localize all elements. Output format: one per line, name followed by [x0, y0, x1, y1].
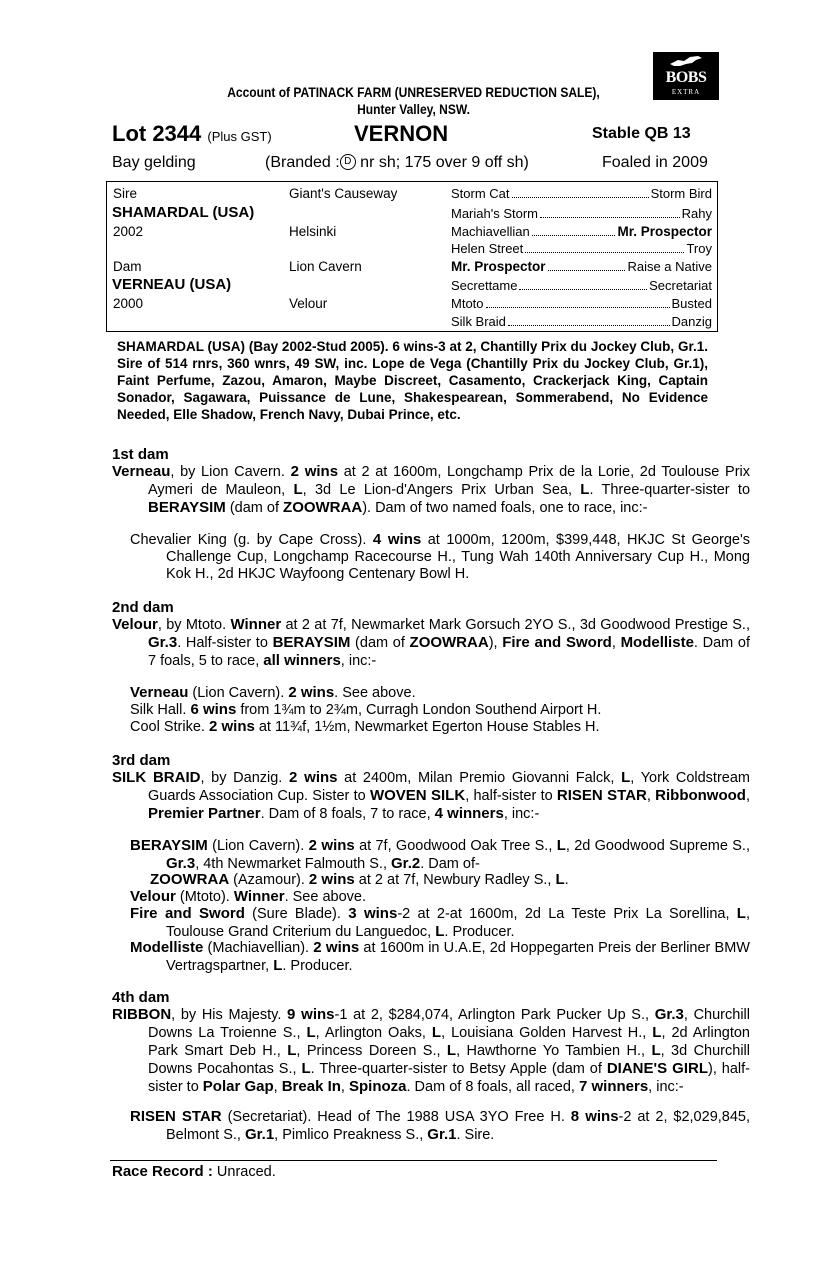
ancestor-row: Secrettame Secretariat — [451, 278, 712, 293]
third-dam-heading: 3rd dam — [112, 752, 171, 769]
second-dam-heading: 2nd dam — [112, 599, 174, 616]
second-dam-foal: Cool Strike. 2 wins at 11¾f, 1½m, Newmarket Egerton House Stables H. — [130, 718, 600, 735]
third-dam-foal: Velour (Mtoto). Winner. See above. — [130, 888, 366, 905]
third-dam-foal: Modelliste (Machiavellian). 2 wins at 1600m in U.A.E, 2d Hoppegarten Preis der Berliner BMW Vertragspartner, L. Producer. — [130, 939, 750, 974]
stable: Stable QB 13 — [592, 125, 691, 142]
third-dam-foal: Fire and Sword (Sure Blade). 3 wins-2 at 2-at 1600m, 2d La Teste Prix La Sorellina, L, Toulouse Grand Criterium du Languedoc, L. Producer. — [130, 905, 750, 940]
sire-dam: Helsinki — [289, 224, 337, 239]
sire-label: Sire — [113, 186, 138, 201]
third-dam-entry: SILK BRAID, by Danzig. 2 wins at 2400m, Milan Premio Giovanni Falck, L, York Coldstream Guards Association Cup. Sister to WOVEN SILK, half-sister to RISEN STAR, Ribbonwood, Premier Partner. Dam of 8 foals, 7 to race, 4 winners, inc:- — [112, 769, 751, 822]
second-dam-foal: Verneau (Lion Cavern). 2 wins. See above. — [130, 684, 416, 701]
sire-sire: Giant's Causeway — [289, 186, 398, 201]
ancestor-row: Silk Braid Danzig — [451, 314, 712, 329]
logo-text: BOBS — [665, 69, 707, 86]
horse-description: Bay gelding — [112, 154, 196, 171]
ancestor-row: Mariah's Storm Rahy — [451, 206, 712, 221]
fourth-dam-heading: 4th dam — [112, 989, 170, 1006]
ancestor-row: Storm Cat Storm Bird — [451, 186, 712, 201]
race-record: Race Record : Unraced. — [112, 1163, 276, 1180]
first-dam-entry: Verneau, by Lion Cavern. 2 wins at 2 at 1600m, Longchamp Prix de la Lorie, 2d Toulouse Prix Aymeri de Mauleon, L, 3d Le Lion-d'Angers Prix Urban Sea, L. Three-quarter-sister to BERAYSIM (dam of ZOOWRAA). Dam of two named foals, one to race, inc:- — [112, 463, 751, 516]
lot-number: Lot 2344 (Plus GST) — [112, 121, 272, 146]
divider — [110, 1160, 717, 1161]
fourth-dam-foal: RISEN STAR (Secretariat). Head of The 1988 USA 3YO Free H. 8 wins-2 at 2, $2,029,845, Belmont S., Gr.1, Pimlico Preakness S., Gr.1. Sire. — [130, 1108, 751, 1143]
first-dam-foal: Chevalier King (g. by Cape Cross). 4 wins at 1000m, 1200m, $399,448, HKJC St George's Challenge Cup, Longchamp Racecourse H., Tung Wah 140th Anniversary Cup H., Mong Kok H., 2d HKJC Wayfoong Centenary Bowl H. — [130, 531, 750, 582]
third-dam-grandfoal: ZOOWRAA (Azamour). 2 wins at 2 at 7f, Newbury Radley S., L. — [150, 871, 569, 888]
sire-name: SHAMARDAL (USA) — [112, 204, 255, 221]
dam-label: Dam — [113, 259, 142, 274]
logo-subtext: EXTRA — [671, 88, 701, 96]
fourth-dam-entry: RIBBON, by His Majesty. 9 wins-1 at 2, $284,074, Arlington Park Pucker Up S., Gr.3, Churchill Downs La Troienne S., L, Arlington Oaks, L, Louisiana Golden Harvest H., L, 2d Arlington Park Smart Deb H., L, Princess Doreen S., L, Hawthorne Yo Tambien H., L, 3d Churchill Downs Pocahontas S., L. Three-quarter-sister to Betsy Apple (dam of DIANE'S GIRL), half-sister to Polar Gap, Break In, Spinoza. Dam of 8 foals, all raced, 7 winners, inc:- — [112, 1006, 751, 1095]
dam-name: VERNEAU (USA) — [112, 276, 232, 293]
third-dam-foal: BERAYSIM (Lion Cavern). 2 wins at 7f, Goodwood Oak Tree S., L, 2d Goodwood Supreme S., Gr.3, 4th Newmarket Falmouth S., Gr.2. Dam of- — [130, 837, 750, 872]
brand: (Branded : D nr sh; 175 over 9 off sh) — [265, 154, 529, 171]
ancestor-row: Mtoto Busted — [451, 296, 712, 311]
vendor-location: Hunter Valley, NSW. — [357, 101, 470, 117]
vendor-account: Account of PATINACK FARM (UNRESERVED REDUCTION SALE), — [227, 84, 600, 100]
ancestor-row: Mr. Prospector Raise a Native — [451, 259, 712, 274]
foaled-year: Foaled in 2009 — [602, 154, 708, 171]
horse-name: VERNON — [354, 121, 449, 146]
brand-symbol: D — [340, 154, 356, 170]
sire-year: 2002 — [113, 224, 144, 239]
first-dam-heading: 1st dam — [112, 446, 169, 463]
sire-summary: SHAMARDAL (USA) (Bay 2002-Stud 2005). 6 wins-3 at 2, Chantilly Prix du Jockey Club, Gr.1. Sire of 514 rnrs, 360 wnrs, 49 SW, inc. Lope de Vega (Chantilly Prix du Jockey Club, Gr.1), Faint Perfume, Zazou, Amaron, Maybe Discreet, Casamento, Crackerjack King, Captain Sonador, Sagawara, Puissance de Lune, Shakespearean, Sommerabend, No Evidence Needed, Elle Shadow, French Navy, Dubai Prince, etc. — [117, 339, 708, 422]
horse-jockey-icon — [668, 54, 704, 68]
ancestor-row: Machiavellian Mr. Prospector — [451, 224, 712, 239]
lot-note: (Plus GST) — [207, 129, 272, 144]
second-dam-foal: Silk Hall. 6 wins from 1¾m to 2¾m, Curragh London Southend Airport H. — [130, 701, 602, 718]
dam-year: 2000 — [113, 296, 144, 311]
second-dam-entry: Velour, by Mtoto. Winner at 2 at 7f, Newmarket Mark Gorsuch 2YO S., 3d Goodwood Prestige S., Gr.3. Half-sister to BERAYSIM (dam of ZOOWRAA), Fire and Sword, Modelliste. Dam of 7 foals, 5 to race, all winners, inc:- — [112, 616, 750, 669]
dam-sire: Lion Cavern — [289, 259, 362, 274]
ancestor-row: Helen Street Troy — [451, 241, 712, 256]
dam-dam: Velour — [289, 296, 328, 311]
